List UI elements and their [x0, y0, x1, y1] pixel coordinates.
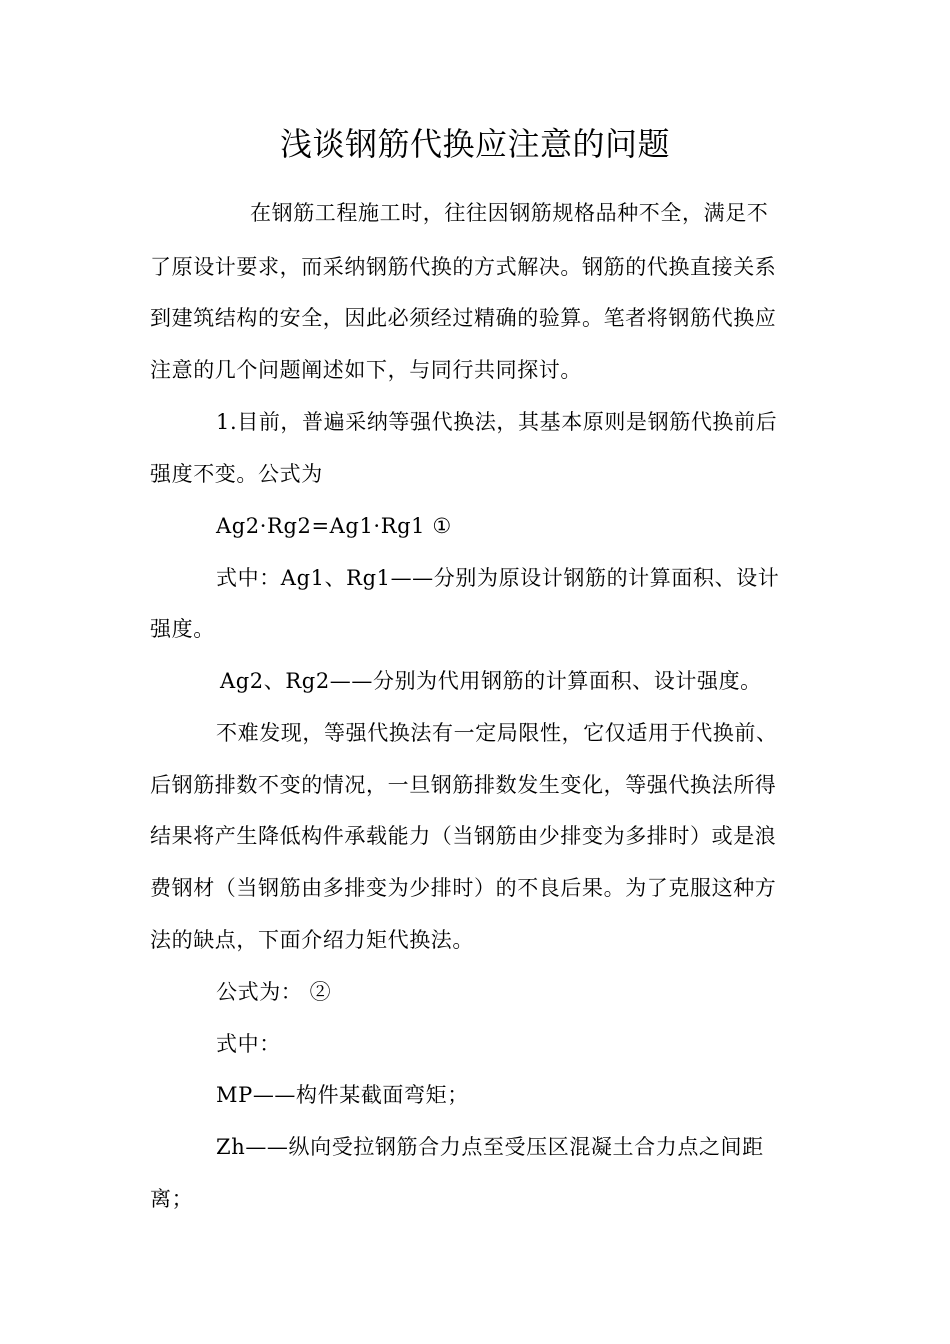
text-line: 1.目前，普遍采纳等强代换法，其基本原则是钢筋代换前后 [216, 410, 778, 434]
text-line: 强度。 [150, 617, 215, 641]
text-line: Zh——纵向受拉钢筋合力点至受压区混凝土合力点之间距 [216, 1135, 764, 1159]
text-line: 在钢筋工程施工时，往往因钢筋规格品种不全，满足不 [250, 201, 769, 225]
text-line: 法的缺点，下面介绍力矩代换法。 [150, 928, 474, 952]
text-line: 费钢材（当钢筋由多排变为少排时）的不良后果。为了克服这种方 [150, 876, 777, 900]
text-line: 式中：Ag1、Rg1——分别为原设计钢筋的计算面积、设计 [216, 566, 780, 590]
text-line: 式中： [216, 1032, 281, 1056]
text-line: 结果将产生降低构件承载能力（当钢筋由少排变为多排时）或是浪 [150, 824, 777, 848]
text-line: 注意的几个问题阐述如下，与同行共同探讨。 [150, 358, 582, 382]
text-line: 公式为： ② [216, 980, 332, 1004]
text-line: 不难发现，等强代换法有一定局限性，它仅适用于代换前、 [216, 721, 778, 745]
document-title: 浅谈钢筋代换应注意的问题 [279, 125, 670, 163]
text-line: 后钢筋排数不变的情况，一旦钢筋排数发生变化，等强代换法所得 [150, 773, 777, 797]
text-line: 了原设计要求，而采纳钢筋代换的方式解决。钢筋的代换直接关系 [150, 255, 777, 279]
formula-line: Ag2·Rg2=Ag1·Rg1 ① [216, 514, 452, 538]
text-line: MP——构件某截面弯矩； [216, 1083, 469, 1107]
text-line: 离； [150, 1187, 194, 1211]
text-line: Ag2、Rg2——分别为代用钢筋的计算面积、设计强度。 [220, 669, 762, 693]
text-line: 强度不变。公式为 [150, 462, 323, 486]
text-line: 到建筑结构的安全，因此必须经过精确的验算。笔者将钢筋代换应 [150, 306, 777, 330]
